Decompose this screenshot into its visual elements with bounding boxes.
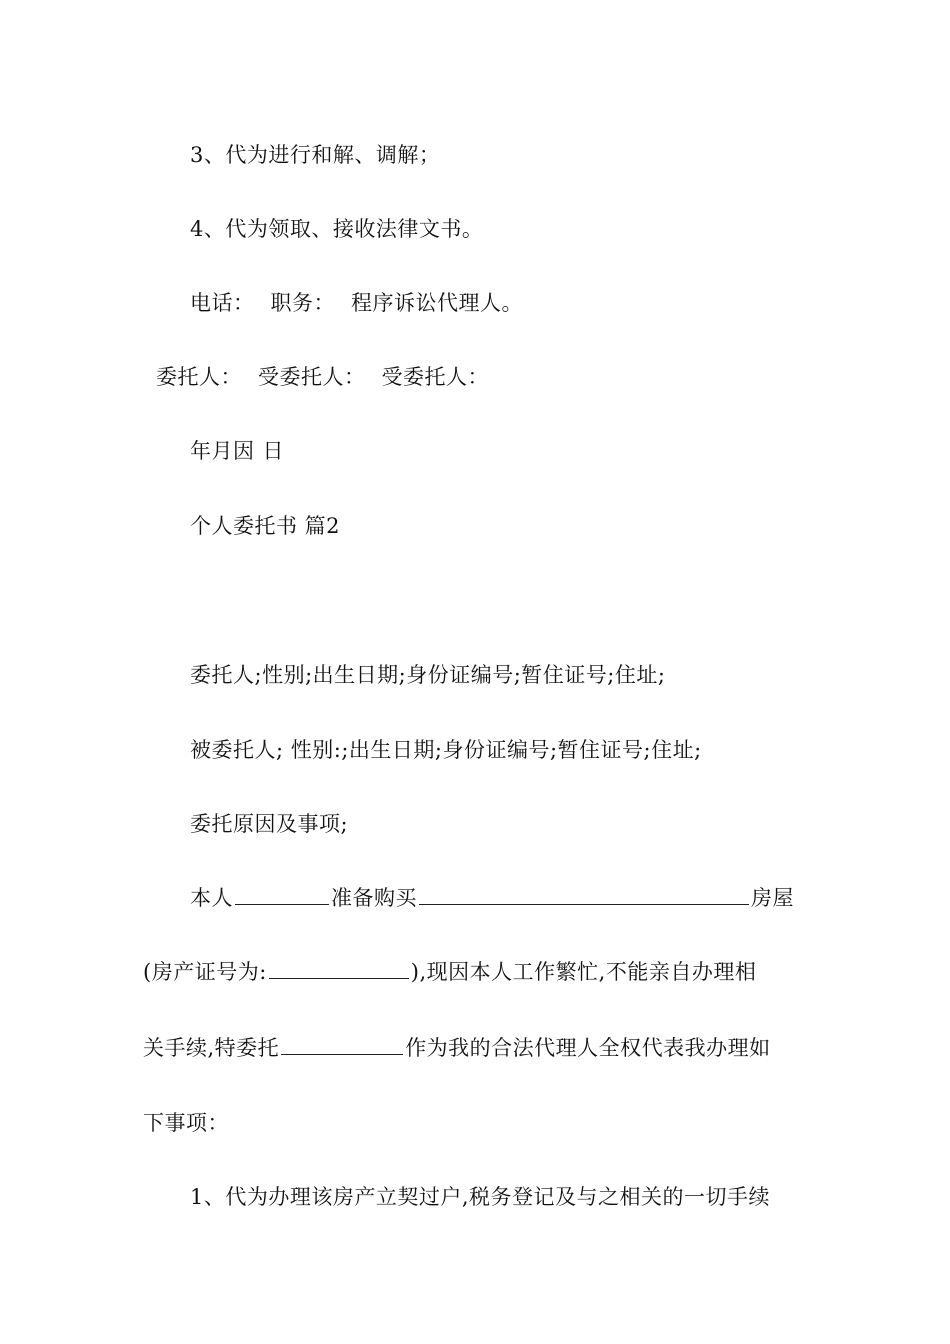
signature-labels-line — [156, 363, 489, 391]
certificate-line — [143, 958, 756, 986]
certificate-reason: ),现因本人工作繁忙,不能亲自办理相 — [410, 960, 757, 984]
certificate-label: (房产证号为: — [143, 960, 267, 984]
phone-label: 电话： — [190, 291, 255, 315]
reason-heading: 委托原因及事项; — [190, 812, 349, 836]
agent-label-1: 受委托人： — [258, 365, 366, 389]
agent-label-2: 受委托人： — [381, 365, 489, 389]
item-3-mediation: 3、代为进行和解、调解； — [190, 143, 441, 167]
blank-name — [235, 884, 329, 905]
date-year-month: 年月因 — [190, 439, 255, 463]
date-line — [190, 437, 284, 465]
position-label: 职务： — [270, 291, 335, 315]
blank-certificate — [269, 958, 409, 979]
item-4-legal-documents: 4、代为领取、接收法律文书。 — [190, 217, 484, 241]
entrust-line — [143, 1034, 771, 1062]
position-value: 程序诉讼代理人。 — [351, 291, 523, 315]
entrust-label: 关手续,特委托 — [143, 1036, 280, 1060]
entrust-text: 作为我的合法代理人全权代表我办理如 — [405, 1036, 771, 1060]
purchase-line — [190, 884, 794, 912]
phone-position-line — [190, 289, 523, 317]
purchase-self: 本人 — [190, 886, 233, 910]
matters-heading: 下事项： — [143, 1111, 229, 1135]
blank-property — [419, 884, 749, 905]
principal-info-line: 委托人;性别;出生日期;身份证编号;暂住证号;住址; — [190, 663, 666, 687]
section-title: 个人委托书 篇2 — [190, 514, 341, 538]
date-day: 日 — [262, 439, 284, 463]
purchase-prepare: 准备购买 — [331, 886, 417, 910]
agent-info-line: 被委托人; 性别:;出生日期;身份证编号;暂住证号;住址; — [190, 738, 702, 762]
purchase-house: 房屋 — [751, 886, 794, 910]
blank-agent — [281, 1034, 403, 1055]
matter-item-1: 1、代为办理该房产立契过户,税务登记及与之相关的一切手续 — [190, 1185, 771, 1209]
principal-label: 委托人： — [156, 365, 242, 389]
